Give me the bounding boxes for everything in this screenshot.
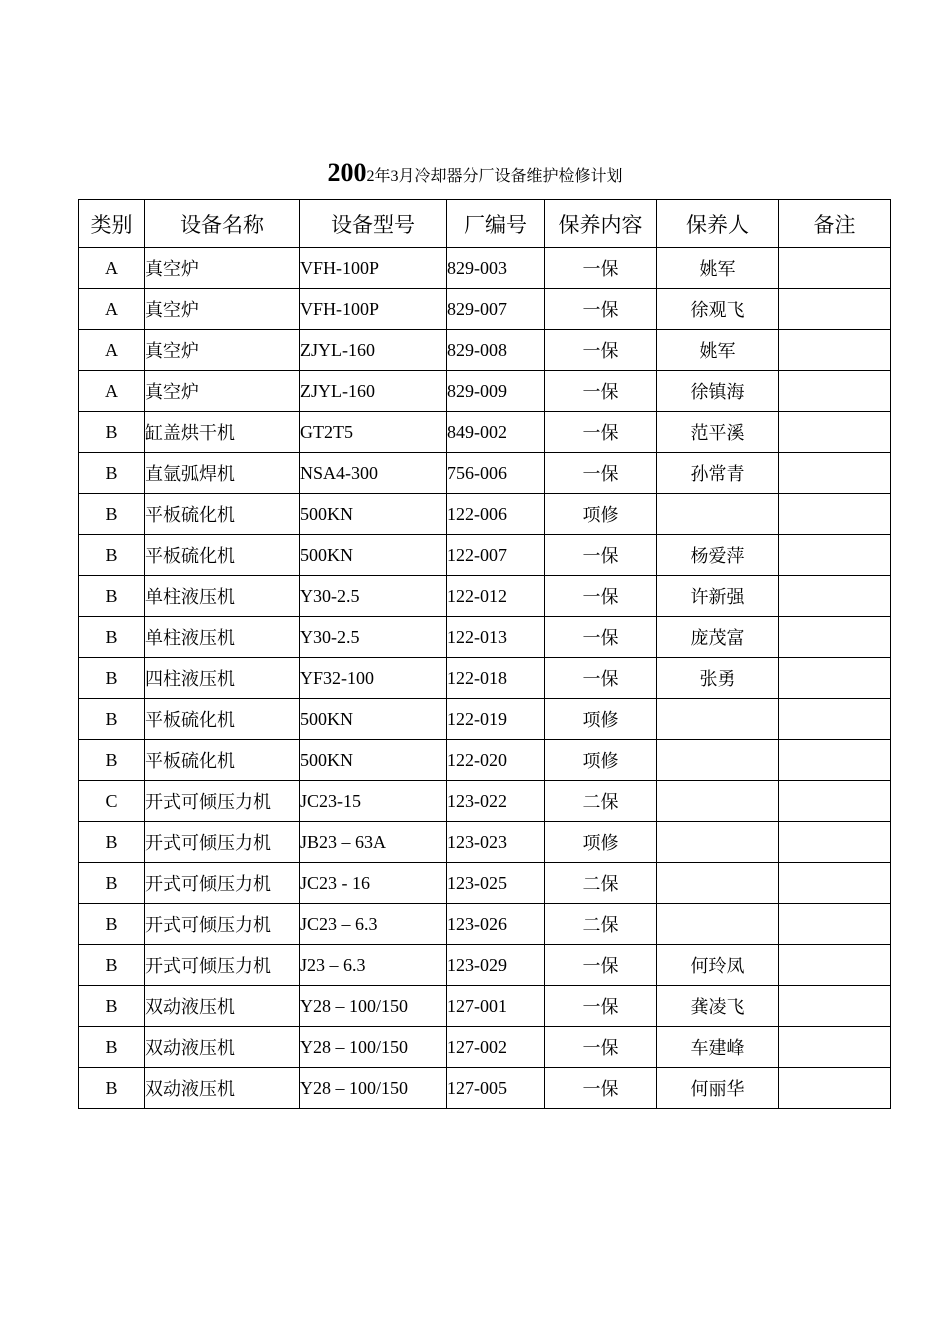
equipment-name-cell: 双动液压机 [145, 1068, 300, 1109]
maintainer-cell: 孙常青 [657, 453, 779, 494]
equipment-model-cell: VFH-100P [300, 248, 447, 289]
table-row [79, 740, 891, 781]
maintainer-cell: 庞茂富 [657, 617, 779, 658]
equipment-name-cell: 四柱液压机 [145, 658, 300, 699]
table-row [79, 781, 891, 822]
header-notes: 备注 [779, 200, 891, 248]
equipment-name-cell: 开式可倾压力机 [145, 781, 300, 822]
notes-cell [779, 371, 891, 412]
notes-cell [779, 699, 891, 740]
equipment-model-cell: Y28 – 100/150 [300, 1027, 447, 1068]
equipment-name-cell: 双动液压机 [145, 1027, 300, 1068]
title-year: 200 [327, 158, 367, 187]
factory-code-cell: 122-012 [447, 576, 545, 617]
table-row [79, 289, 891, 330]
category-cell: B [79, 617, 145, 658]
maintainer-cell [657, 822, 779, 863]
maintenance-content-cell: 二保 [545, 781, 657, 822]
notes-cell [779, 412, 891, 453]
category-cell: B [79, 904, 145, 945]
equipment-model-cell: JC23 – 6.3 [300, 904, 447, 945]
table-row [79, 658, 891, 699]
category-cell: C [79, 781, 145, 822]
category-cell: B [79, 1027, 145, 1068]
factory-code-cell: 122-018 [447, 658, 545, 699]
equipment-name-cell: 开式可倾压力机 [145, 863, 300, 904]
maintenance-content-cell: 项修 [545, 740, 657, 781]
equipment-model-cell: Y30-2.5 [300, 617, 447, 658]
notes-cell [779, 535, 891, 576]
table-row [79, 535, 891, 576]
factory-code-cell: 122-019 [447, 699, 545, 740]
maintainer-cell [657, 494, 779, 535]
equipment-name-cell: 直氩弧焊机 [145, 453, 300, 494]
maintainer-cell [657, 740, 779, 781]
equipment-model-cell: 500KN [300, 535, 447, 576]
notes-cell [779, 1068, 891, 1109]
notes-cell [779, 494, 891, 535]
category-cell: A [79, 289, 145, 330]
equipment-model-cell: NSA4-300 [300, 453, 447, 494]
table-row [79, 617, 891, 658]
equipment-model-cell: VFH-100P [300, 289, 447, 330]
factory-code-cell: 122-007 [447, 535, 545, 576]
equipment-name-cell: 平板硫化机 [145, 740, 300, 781]
maintainer-cell: 张勇 [657, 658, 779, 699]
equipment-name-cell: 平板硫化机 [145, 535, 300, 576]
notes-cell [779, 330, 891, 371]
factory-code-cell: 829-009 [447, 371, 545, 412]
table-row [79, 822, 891, 863]
factory-code-cell: 123-022 [447, 781, 545, 822]
header-maintainer: 保养人 [657, 200, 779, 248]
factory-code-cell: 122-013 [447, 617, 545, 658]
equipment-name-cell: 真空炉 [145, 371, 300, 412]
equipment-model-cell: ZJYL-160 [300, 371, 447, 412]
maintainer-cell: 徐观飞 [657, 289, 779, 330]
category-cell: A [79, 330, 145, 371]
category-cell: B [79, 576, 145, 617]
equipment-model-cell: JC23 - 16 [300, 863, 447, 904]
equipment-name-cell: 真空炉 [145, 289, 300, 330]
maintainer-cell: 何丽华 [657, 1068, 779, 1109]
equipment-model-cell: J23 – 6.3 [300, 945, 447, 986]
maintenance-content-cell: 一保 [545, 289, 657, 330]
maintenance-content-cell: 一保 [545, 453, 657, 494]
equipment-model-cell: 500KN [300, 740, 447, 781]
category-cell: B [79, 453, 145, 494]
maintenance-content-cell: 一保 [545, 535, 657, 576]
equipment-model-cell: Y30-2.5 [300, 576, 447, 617]
factory-code-cell: 849-002 [447, 412, 545, 453]
factory-code-cell: 123-029 [447, 945, 545, 986]
category-cell: B [79, 494, 145, 535]
maintenance-content-cell: 一保 [545, 330, 657, 371]
maintenance-content-cell: 二保 [545, 863, 657, 904]
maintainer-cell: 徐镇海 [657, 371, 779, 412]
table-row [79, 371, 891, 412]
factory-code-cell: 123-026 [447, 904, 545, 945]
notes-cell [779, 945, 891, 986]
category-cell: B [79, 535, 145, 576]
factory-code-cell: 127-005 [447, 1068, 545, 1109]
table-row [79, 945, 891, 986]
factory-code-cell: 122-020 [447, 740, 545, 781]
equipment-model-cell: GT2T5 [300, 412, 447, 453]
category-cell: B [79, 412, 145, 453]
equipment-name-cell: 开式可倾压力机 [145, 904, 300, 945]
equipment-name-cell: 单柱液压机 [145, 617, 300, 658]
maintenance-content-cell: 一保 [545, 576, 657, 617]
maintainer-cell [657, 781, 779, 822]
equipment-model-cell: 500KN [300, 494, 447, 535]
equipment-model-cell: YF32-100 [300, 658, 447, 699]
maintenance-content-cell: 一保 [545, 617, 657, 658]
equipment-model-cell: 500KN [300, 699, 447, 740]
maintenance-content-cell: 一保 [545, 658, 657, 699]
maintenance-content-cell: 一保 [545, 248, 657, 289]
notes-cell [779, 576, 891, 617]
category-cell: B [79, 863, 145, 904]
category-cell: B [79, 822, 145, 863]
table-body [79, 248, 891, 1109]
equipment-name-cell: 真空炉 [145, 330, 300, 371]
category-cell: B [79, 699, 145, 740]
equipment-name-cell: 双动液压机 [145, 986, 300, 1027]
factory-code-cell: 127-001 [447, 986, 545, 1027]
category-cell: B [79, 740, 145, 781]
table-row [79, 904, 891, 945]
maintainer-cell: 杨爱萍 [657, 535, 779, 576]
factory-code-cell: 829-007 [447, 289, 545, 330]
notes-cell [779, 658, 891, 699]
category-cell: B [79, 986, 145, 1027]
maintainer-cell: 范平溪 [657, 412, 779, 453]
category-cell: A [79, 371, 145, 412]
notes-cell [779, 453, 891, 494]
notes-cell [779, 781, 891, 822]
equipment-name-cell: 单柱液压机 [145, 576, 300, 617]
maintenance-content-cell: 一保 [545, 945, 657, 986]
equipment-model-cell: JC23-15 [300, 781, 447, 822]
notes-cell [779, 740, 891, 781]
table-row [79, 699, 891, 740]
factory-code-cell: 829-003 [447, 248, 545, 289]
equipment-model-cell: ZJYL-160 [300, 330, 447, 371]
header-equipment-name: 设备名称 [145, 200, 300, 248]
notes-cell [779, 863, 891, 904]
notes-cell [779, 289, 891, 330]
equipment-model-cell: JB23 – 63A [300, 822, 447, 863]
maintenance-content-cell: 一保 [545, 371, 657, 412]
factory-code-cell: 127-002 [447, 1027, 545, 1068]
factory-code-cell: 123-025 [447, 863, 545, 904]
table-row [79, 453, 891, 494]
notes-cell [779, 822, 891, 863]
notes-cell [779, 248, 891, 289]
maintainer-cell: 龚凌飞 [657, 986, 779, 1027]
category-cell: B [79, 1068, 145, 1109]
maintainer-cell: 何玲凤 [657, 945, 779, 986]
factory-code-cell: 123-023 [447, 822, 545, 863]
table-row [79, 986, 891, 1027]
table-row [79, 330, 891, 371]
table-row [79, 248, 891, 289]
maintenance-plan-table [78, 199, 891, 1109]
maintenance-content-cell: 项修 [545, 699, 657, 740]
equipment-name-cell: 开式可倾压力机 [145, 822, 300, 863]
maintenance-content-cell: 一保 [545, 986, 657, 1027]
equipment-name-cell: 开式可倾压力机 [145, 945, 300, 986]
maintainer-cell: 姚军 [657, 248, 779, 289]
table-row [79, 1068, 891, 1109]
table-row [79, 494, 891, 535]
notes-cell [779, 986, 891, 1027]
table-row [79, 1027, 891, 1068]
maintainer-cell [657, 904, 779, 945]
table-row [79, 412, 891, 453]
notes-cell [779, 617, 891, 658]
header-factory-code: 厂编号 [447, 200, 545, 248]
equipment-name-cell: 平板硫化机 [145, 494, 300, 535]
notes-cell [779, 904, 891, 945]
maintainer-cell: 许新强 [657, 576, 779, 617]
maintenance-content-cell: 项修 [545, 494, 657, 535]
maintenance-content-cell: 一保 [545, 412, 657, 453]
title-text: 2年3月冷却器分厂设备维护检修计划 [366, 168, 623, 185]
notes-cell [779, 1027, 891, 1068]
equipment-name-cell: 缸盖烘干机 [145, 412, 300, 453]
maintainer-cell: 车建峰 [657, 1027, 779, 1068]
category-cell: A [79, 248, 145, 289]
equipment-model-cell: Y28 – 100/150 [300, 986, 447, 1027]
header-category: 类别 [79, 200, 145, 248]
factory-code-cell: 756-006 [447, 453, 545, 494]
category-cell: B [79, 658, 145, 699]
equipment-name-cell: 平板硫化机 [145, 699, 300, 740]
maintenance-content-cell: 一保 [545, 1068, 657, 1109]
maintainer-cell: 姚军 [657, 330, 779, 371]
category-cell: B [79, 945, 145, 986]
table-header-row [79, 200, 891, 248]
equipment-model-cell: Y28 – 100/150 [300, 1068, 447, 1109]
equipment-name-cell: 真空炉 [145, 248, 300, 289]
header-maintenance-content: 保养内容 [545, 200, 657, 248]
factory-code-cell: 829-008 [447, 330, 545, 371]
table-row [79, 863, 891, 904]
maintainer-cell [657, 699, 779, 740]
page-title [0, 158, 950, 188]
maintenance-content-cell: 二保 [545, 904, 657, 945]
maintenance-content-cell: 项修 [545, 822, 657, 863]
maintainer-cell [657, 863, 779, 904]
table-row [79, 576, 891, 617]
maintenance-content-cell: 一保 [545, 1027, 657, 1068]
factory-code-cell: 122-006 [447, 494, 545, 535]
header-equipment-model: 设备型号 [300, 200, 447, 248]
